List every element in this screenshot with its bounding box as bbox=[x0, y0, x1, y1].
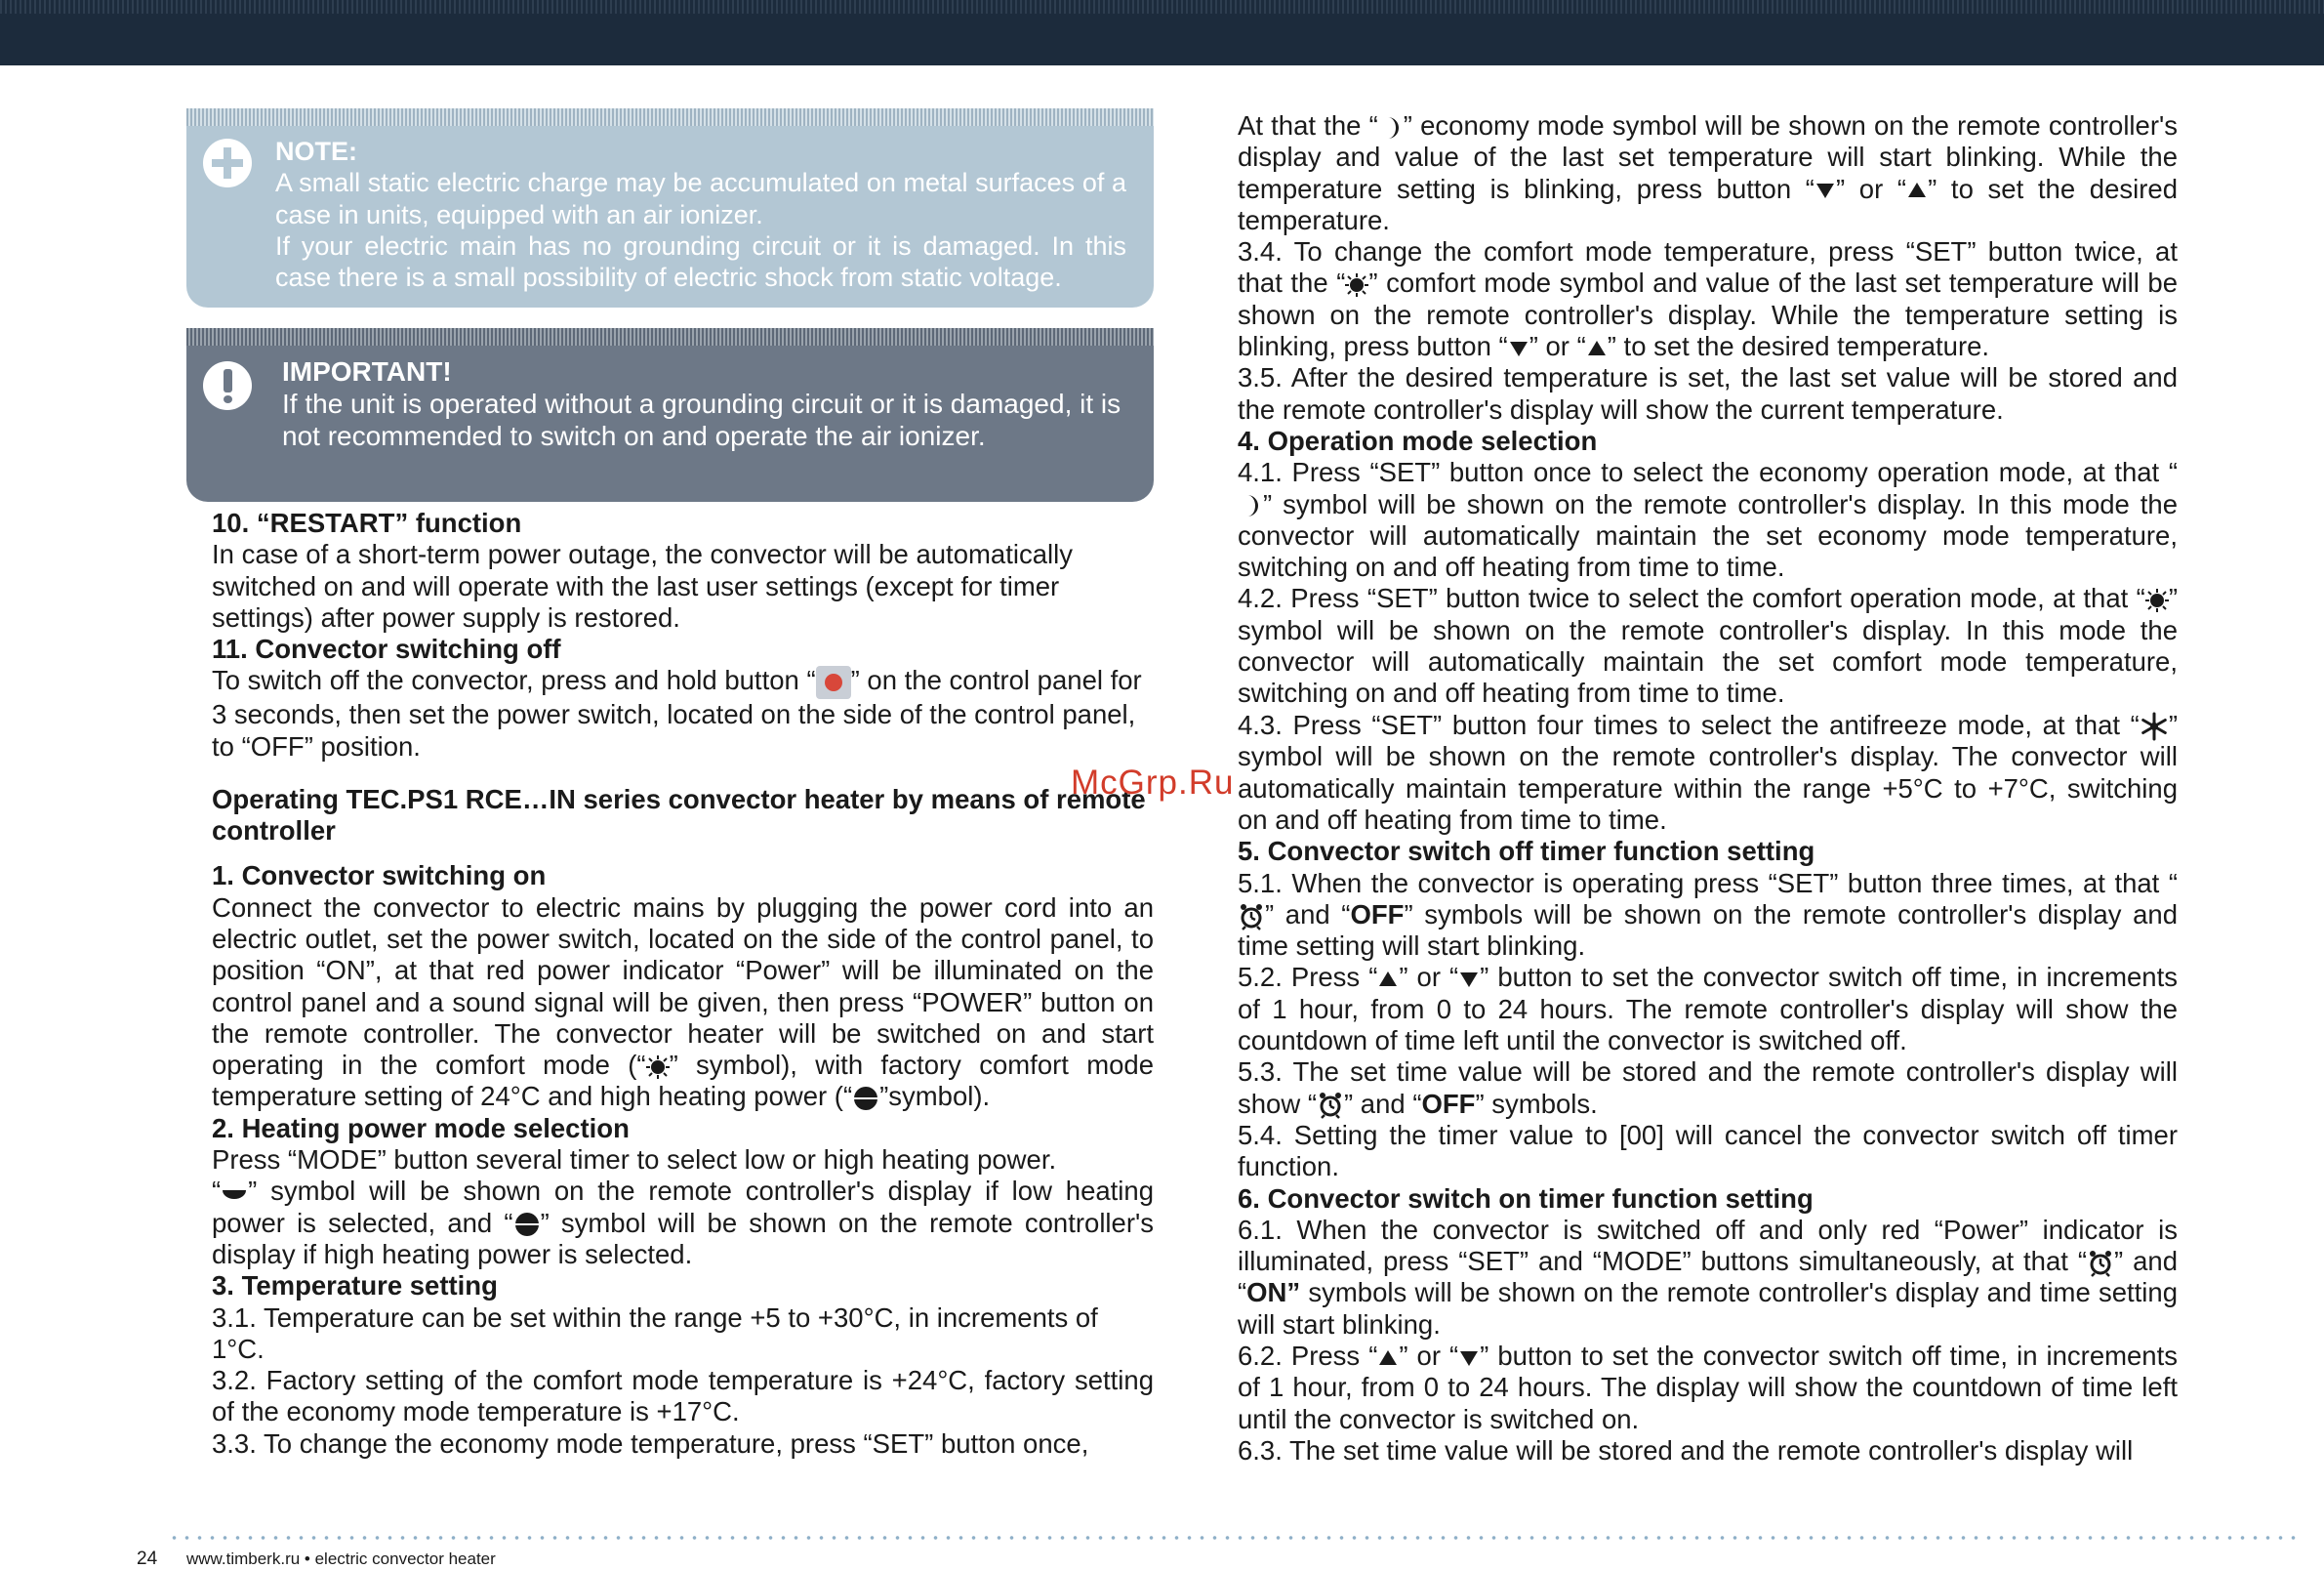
high-power-icon bbox=[852, 1085, 879, 1112]
note-text bbox=[275, 136, 1126, 293]
section-11-text bbox=[212, 665, 1154, 762]
snowflake-icon bbox=[2140, 712, 2169, 741]
sun-icon bbox=[1345, 273, 1368, 297]
section-1-text-a: Connect the convector to electric mains by plugging the power cord into an electric outlet, set the power switch, located on the side of the control panel, to position “ON”, at that red power indicator “Power” will be illuminated on the control panel and a sound signal will be given, then press “POWER” button on the remote controller. The convector heater will be switched on and start operating in the comfort mode (“ bbox=[212, 891, 1154, 1081]
section-1-text-b: ” symbol), with factory comfort mode temperature setting of 24°C and high heating power (“ bbox=[212, 1050, 1154, 1112]
section-4-3-a: 4.3. Press “SET” button four times to select the antifreeze mode, at that “ bbox=[1238, 709, 2140, 740]
section-6-3: 6.3. The set time value will be stored and the remote controller's display will bbox=[1238, 1434, 2134, 1466]
down-arrow-icon bbox=[1458, 970, 1480, 989]
page-number: 24 bbox=[137, 1549, 158, 1569]
section-2-text-c: ” symbol will be shown on the remote controller's display if high heating power is selected. bbox=[212, 1207, 1154, 1269]
note-line-1: A small static electric charge may be accumulated on metal surfaces of a case in units, equipped with an air ionizer. bbox=[275, 168, 1126, 229]
section-4-2-a: 4.2. Press “SET” button twice to select the comfort operation mode, at that “ bbox=[1238, 583, 2145, 614]
section-4-1-b: ” symbol will be shown on the remote controller's display. In this mode the convector will automatically maintain the set economy mode temperature, switching on and off heating from time to time. bbox=[1238, 488, 2178, 583]
important-text bbox=[282, 355, 1131, 452]
down-arrow-icon bbox=[1814, 181, 1836, 200]
section-10-text: In case of a short-term power outage, the convector will be automatically switched on and will operate with the last user settings (except for timer settings) after power supply is restored. bbox=[212, 539, 1073, 633]
off-label: OFF bbox=[1350, 898, 1405, 930]
important-body: If the unit is operated without a grounding circuit or it is damaged, it is not recommended to switch on and operate the air ionizer. bbox=[282, 389, 1121, 451]
power-button-icon bbox=[816, 666, 851, 699]
section-5-3-b: ” and “ bbox=[1344, 1088, 1422, 1119]
economy-paragraph bbox=[1238, 110, 2178, 236]
section-5-2-c: ” button to set the convector switch off time, in increments of 1 hour, from 0 to 24 hours. The remote controller's display will show the countdown of time left until the convector is switched off. bbox=[1238, 962, 2178, 1056]
section-6-2-c: ” button to set the convector switch off time, in increments of 1 hour, from 0 to 24 hours. The display will show the countdown of time left until the convector is switched on. bbox=[1238, 1341, 2178, 1434]
section-6-2-b: ” or “ bbox=[1399, 1341, 1459, 1372]
section-6-1-c: symbols will be shown on the remote controller's display and time setting will start blinking. bbox=[1238, 1277, 2178, 1340]
economy-paragraph-a: At that the “ bbox=[1238, 110, 1378, 141]
section-3-4-b: ” comfort mode symbol and value of the last set temperature will be shown on the remote controller's display. While the temperature setting is blinking, press button “ bbox=[1238, 268, 2178, 362]
timer-icon bbox=[1238, 903, 1265, 930]
section-10-title: 10. “RESTART” function bbox=[212, 508, 522, 538]
section-3-2: 3.2. Factory setting of the comfort mode temperature is +24°C, factory setting of the economy mode temperature is +17°C. bbox=[212, 1365, 1154, 1427]
footer-text: www.timberk.ru • electric convector heater bbox=[186, 1549, 496, 1568]
up-arrow-icon bbox=[1377, 1348, 1399, 1368]
up-arrow-icon bbox=[1906, 181, 1928, 200]
section-11-title: 11. Convector switching off bbox=[212, 634, 561, 665]
section-5-1-a: 5.1. When the convector is operating press “SET” button three times, at that “ bbox=[1238, 867, 2178, 898]
section-5-3-a: 5.3. The set time value will be stored and the remote controller's display will show “ bbox=[1238, 1056, 2178, 1119]
section-5-2 bbox=[1238, 962, 2178, 1056]
down-arrow-icon bbox=[1508, 339, 1529, 358]
section-2-title: 2. Heating power mode selection bbox=[212, 1112, 630, 1143]
section-6-1 bbox=[1238, 1215, 2178, 1341]
section-3-3: 3.3. To change the economy mode temperature, press “SET” button once, bbox=[212, 1427, 1089, 1459]
down-arrow-icon bbox=[1458, 1348, 1480, 1368]
timer-icon bbox=[2087, 1250, 2114, 1277]
section-11-text-b: ” on the control panel for 3 seconds, then set the power switch, located on the side of the control panel, to “OFF” position. bbox=[212, 665, 1142, 762]
left-column bbox=[212, 508, 1154, 1460]
section-5-4: 5.4. Setting the timer value to [00] will cancel the convector switch off timer function. bbox=[1238, 1119, 2178, 1182]
section-5-2-b: ” or “ bbox=[1399, 962, 1459, 993]
section-6-2-a: 6.2. Press “ bbox=[1238, 1341, 1378, 1372]
section-1-text bbox=[212, 892, 1154, 1113]
section-3-4-c: ” or “ bbox=[1529, 331, 1586, 362]
section-2-text bbox=[212, 1176, 1154, 1270]
header-bar bbox=[0, 0, 2324, 65]
header-stripes bbox=[0, 0, 2324, 14]
right-column bbox=[1238, 110, 2178, 1467]
remote-section-title: Operating TEC.PS1 RCE…IN series convector heater by means of remote controller bbox=[212, 783, 1146, 847]
up-arrow-icon bbox=[1377, 970, 1399, 989]
footer-dotted-line bbox=[168, 1536, 2304, 1540]
timer-icon bbox=[1317, 1092, 1344, 1119]
section-3-title: 3. Temperature setting bbox=[212, 1270, 498, 1301]
section-3-4 bbox=[1238, 236, 2178, 362]
section-3-4-a: 3.4. To change the comfort mode temperature, press “SET” button twice, at that the “ bbox=[1238, 236, 2178, 299]
moon-icon bbox=[1378, 115, 1404, 141]
section-5-1-b: ” and “ bbox=[1265, 898, 1351, 930]
up-arrow-icon bbox=[1586, 339, 1608, 358]
on-label: ON” bbox=[1246, 1277, 1301, 1308]
section-4-title: 4. Operation mode selection bbox=[1238, 425, 1598, 456]
section-6-1-a: 6.1. When the convector is switched off and only red “Power” indicator is illuminated, press “SET” and “MODE” buttons simultaneously, at that “ bbox=[1238, 1214, 2178, 1277]
section-6-1-b: ” and “ bbox=[1238, 1246, 2179, 1308]
section-2-text-b: ” symbol will be shown on the remote controller's display if low heating power is selected, and “ bbox=[212, 1176, 1154, 1238]
exclamation-icon bbox=[203, 361, 252, 410]
section-5-1 bbox=[1238, 868, 2178, 963]
section-5-title: 5. Convector switch off timer function setting bbox=[1238, 836, 1815, 867]
watermark: McGrp.Ru bbox=[1071, 764, 1235, 802]
section-1-title: 1. Convector switching on bbox=[212, 860, 547, 891]
section-4-2 bbox=[1238, 583, 2178, 709]
section-4-1 bbox=[1238, 457, 2178, 583]
section-2-line: Press “MODE” button several timer to select low or high heating power. bbox=[212, 1144, 1057, 1176]
section-1-text-c: ”symbol). bbox=[879, 1081, 991, 1112]
section-2-text-a: “ bbox=[212, 1176, 222, 1207]
high-power-icon bbox=[513, 1211, 541, 1238]
important-title: IMPORTANT! bbox=[282, 356, 452, 387]
section-3-5: 3.5. After the desired temperature is set, the last set value will be stored and the remote controller's display will show the current temperature. bbox=[1238, 362, 2178, 425]
section-11-text-a: To switch off the convector, press and hold button “ bbox=[212, 665, 816, 696]
economy-paragraph-c: ” or “ bbox=[1835, 173, 1907, 204]
section-6-title: 6. Convector switch on timer function setting bbox=[1238, 1182, 1814, 1214]
moon-icon bbox=[1238, 493, 1263, 518]
section-3-4-d: ” to set the desired temperature. bbox=[1607, 331, 1990, 362]
note-line-2: If your electric main has no grounding circuit or it is damaged. In this case there is a small possibility of electric shock from static voltage. bbox=[275, 230, 1126, 293]
section-6-2 bbox=[1238, 1341, 2178, 1435]
important-box bbox=[186, 328, 1154, 502]
section-5-1-c: ” symbols will be shown on the remote controller's display and time setting will start blinking. bbox=[1238, 898, 2178, 962]
section-4-1-a: 4.1. Press “SET” button once to select the economy operation mode, at that “ bbox=[1238, 457, 2178, 488]
note-box bbox=[186, 108, 1154, 308]
section-5-2-a: 5.2. Press “ bbox=[1238, 962, 1378, 993]
note-title: NOTE: bbox=[275, 137, 357, 166]
plus-icon bbox=[203, 139, 252, 187]
section-4-3 bbox=[1238, 710, 2178, 837]
economy-paragraph-b: ” economy mode symbol will be shown on the remote controller's display and value of the last set temperature will start blinking. While the temperature setting is blinking, press button “ bbox=[1238, 110, 2178, 204]
note-stripes bbox=[186, 108, 1154, 126]
off-label: OFF bbox=[1421, 1088, 1476, 1119]
section-3-1: 3.1. Temperature can be set within the range +5 to +30°C, in increments of 1°C. bbox=[212, 1301, 1098, 1364]
section-4-2-b: ” symbol will be shown on the remote controller's display. In this mode the convector will automatically maintain the set comfort mode temperature, switching on and off heating from time to time. bbox=[1238, 583, 2178, 709]
important-stripes bbox=[186, 328, 1154, 346]
section-5-3 bbox=[1238, 1056, 2178, 1120]
sun-icon bbox=[2145, 589, 2169, 612]
section-5-3-c: ” symbols. bbox=[1475, 1088, 1598, 1119]
section-4-3-b: ” symbol will be shown on the remote controller's display. The convector will automatically maintain temperature within the range +5°C to +7°C, switching on and off heating from time to time. bbox=[1238, 709, 2178, 835]
low-power-icon bbox=[221, 1182, 248, 1204]
economy-paragraph-d: ” to set the desired temperature. bbox=[1238, 173, 2178, 235]
sun-icon bbox=[646, 1055, 670, 1079]
